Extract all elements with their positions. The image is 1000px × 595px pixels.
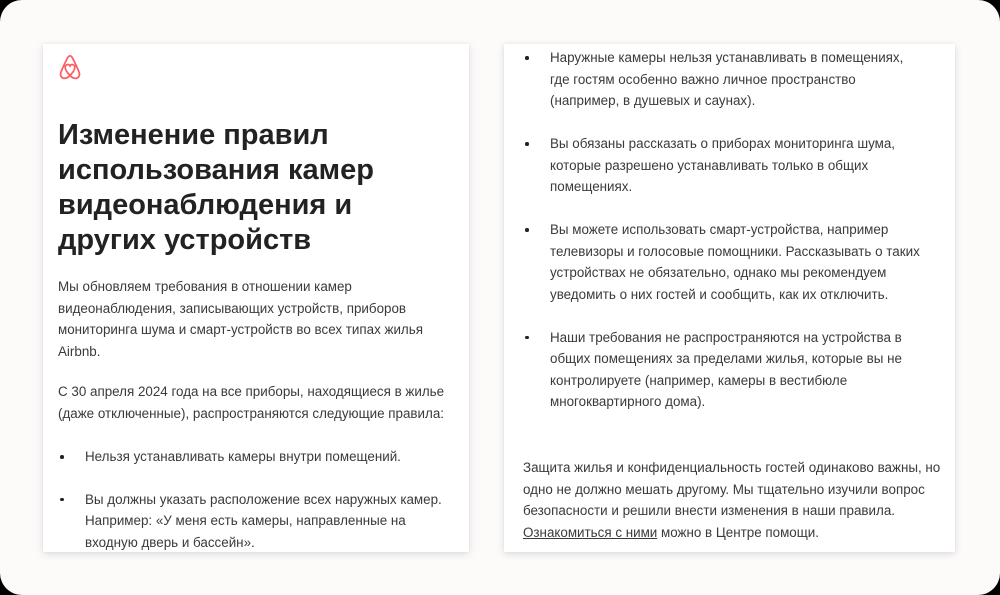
rules-list-right: [523, 47, 923, 413]
list-item: Вы обязаны рассказать о приборах мониторинга шума, которые разрешено устанавливать только в общих помещениях.: [523, 133, 923, 198]
bullet-icon: [60, 455, 64, 459]
bullet-icon: [525, 142, 529, 146]
airbnb-logo-icon: [58, 54, 82, 80]
list-item: Вы можете использовать смарт-устройства, например телевизоры и голосовые помощники. Рассказывать о таких устройствах не обязательно, однако мы рекомендуем уведомить о них гостей и сообщить, как их отключить.: [523, 219, 923, 305]
help-center-link[interactable]: Ознакомиться с ними: [523, 524, 658, 540]
bullet-icon: [525, 56, 529, 60]
bullet-icon: [525, 228, 529, 232]
intro-paragraph: Мы обновляем требования в отношении камер видеонаблюдения, записывающих устройств, приборов мониторинга шума и смарт-устройств во всех типах жилья Airbnb.: [58, 279, 423, 359]
rules-list-left: [58, 446, 453, 552]
list-item: Нельзя устанавливать камеры внутри помещений.: [58, 446, 453, 468]
list-item: Наружные камеры нельзя устанавливать в помещениях, где гостям особенно важно личное пространство (например, в душевых и саунах).: [523, 47, 923, 112]
list-item: Наши требования не распространяются на устройства в общих помещениях за пределами жилья, которые вы не контролируете (например, камеры в вестибюле многоквартирного дома).: [523, 327, 923, 413]
email-card-right: [504, 44, 955, 552]
page-title: Изменение правил использования камер видеонаблюдения и других устройств: [58, 119, 374, 256]
closing-paragraph: Защита жилья и конфиденциальность гостей одинаково важны, но одно не должно мешать другому. Мы тщательно изучили вопрос безопасности и решили внести изменения в наши правила. Ознакомиться с ними можно в Центре помощи.: [523, 460, 941, 540]
bullet-icon: [60, 498, 64, 502]
bullet-icon: [525, 336, 529, 340]
email-card-left: [43, 44, 469, 552]
list-item: Вы должны указать расположение всех наружных камер. Например: «У меня есть камеры, направленные на входную дверь и бассейн».: [58, 489, 453, 553]
rules-lead-paragraph: С 30 апреля 2024 года на все приборы, находящиеся в жилье (даже отключенные), распространяются следующие правила:: [58, 384, 445, 421]
